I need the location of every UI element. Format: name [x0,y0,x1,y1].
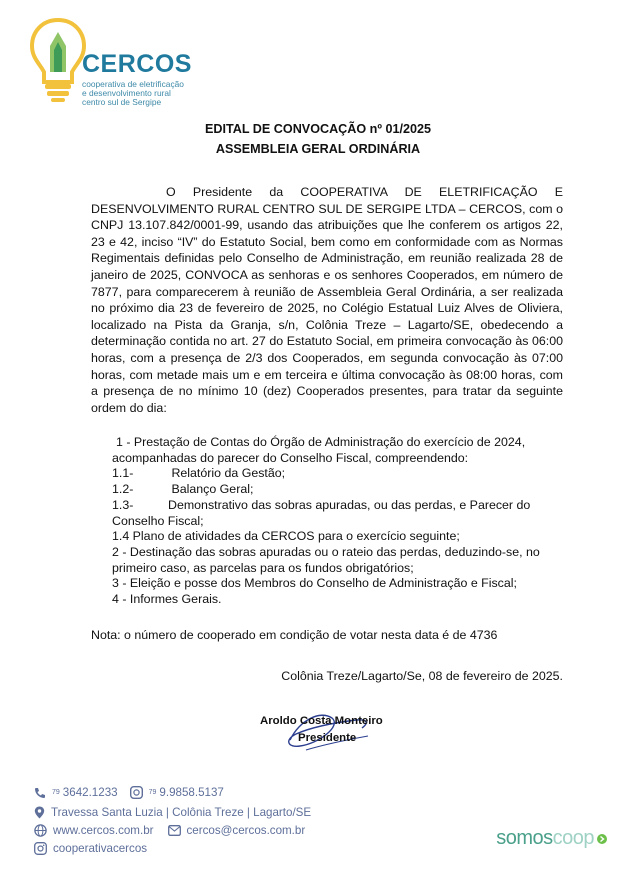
agenda-item-1: 1 - Prestação de Contas do Órgão de Administração do exercício de 2024, acompanhadas do parecer do Conselho Fiscal, compreendendo: [112,435,526,465]
document-title: EDITAL DE CONVOCAÇÃO nº 01/2025 [205,122,431,136]
tagline-line: cooperativa de eletrificação [82,79,184,89]
place-date: Colônia Treze/Lagarto/Se, 08 de fevereiro de 2025. [281,669,563,683]
subitem-text: Relatório da Gestão; [171,466,286,481]
subitem-text: Balanço Geral; [171,482,254,497]
whatsapp-number[interactable]: 9.9858.5137 [159,786,224,799]
agenda-item-1-4: 1.4 Plano de atividades da CERCOS para o exercício seguinte; [112,529,460,544]
agenda-subitem [112,498,564,529]
document-subtitle: ASSEMBLEIA GERAL ORDINÁRIA [215,142,421,156]
subitem-number: 1.2- [112,482,134,497]
contact-web [34,824,305,837]
somoscoop-logo [496,827,608,850]
subitem-number: 1.1- [112,466,134,481]
instagram-handle[interactable]: cooperativacercos [53,842,148,855]
agenda-subitem [112,482,564,498]
phone-icon [34,787,46,799]
contact-address [34,806,311,819]
globe-icon [34,824,47,837]
email-icon [168,825,181,836]
tagline-line: e desenvolvimento rural [82,88,171,98]
address-text: Travessa Santa Luzia | Colônia Treze | Lagarto/SE [51,806,312,819]
phone-number[interactable]: 3642.1233 [62,786,118,799]
instagram-icon [34,842,47,855]
voting-note: Nota: o número de cooperado em condição de votar nesta data é de 4736 [91,628,498,642]
tagline-line: centro sul de Sergipe [82,97,162,107]
cercos-logo [28,16,208,106]
agenda-subitem [112,466,564,482]
handwritten-signature [270,700,390,760]
somos-text: somos [496,827,553,849]
agenda-item-3: 3 - Eleição e posse dos Membros do Conselho de Administração e Fiscal; [112,576,517,591]
agenda-item-2: 2 - Destinação das sobras apuradas ou o rateio das perdas, deduzindo-se, no primeiro caso, as parcelas para os fundos obrigatórios; [112,544,540,575]
agenda-list [112,435,564,608]
paragraph-text: O Presidente da COOPERATIVA DE ELETRIFICAÇÃO E DESENVOLVIMENTO RURAL CENTRO SUL DE SERGIPE LTDA – CERCOS, com o CNPJ 13.107.842/0001-99, usando das atribuições que lhe conferem os artigos 22, 23 e 42, inciso “IV” do Estatuto Social, bem como em conformidade com as Normas Regimentais definidas pelo Conselho de Administração, em reunião realizada 28 de janeiro de 2025, CONVOCA as senhoras e os senhores Cooperados, em número de 7877, para comparecerem à reunião de Assembleia Geral Ordinária, a ser realizada no próximo dia 23 de fevereiro de 2025, no Colégio Estatual Luiz Alves de Oliviera, localizado na Pista da Granja, s/n, Colônia Treze – Lagarto/SE, obedecendo a determinação contida no art. 27 do Estatuto Social, em primeira convocação às 06:00 horas, com a presença de 2/3 dos Cooperados, em segunda convocação às 07:00 horas, com metade mais um e em terceira e última convocação às 08:00 horas, com a presença de no mínimo 10 (dez) Cooperados presentes, para tratar da seguinte ordem do dia: [91,185,563,415]
contact-instagram [34,842,147,855]
lightbulb-icon [28,16,88,106]
logo-name: CERCOS [82,50,192,78]
email-link[interactable]: cercos@cercos.com.br [186,824,306,837]
subitem-text: Demonstrativo das sobras apuradas, ou das perdas, e Parecer do Conselho Fiscal; [112,497,531,528]
arrow-mark-icon [596,833,608,845]
signatory-role: Presidente [298,732,357,744]
phone-area-code: 79 [52,789,60,796]
agenda-item-4: 4 - Informes Gerais. [112,592,222,607]
website-link[interactable]: www.cercos.com.br [53,824,154,837]
whatsapp-icon [130,786,143,799]
signatory-name: Aroldo Costa Monteiro [260,715,383,727]
coop-text: coop [552,827,594,849]
contact-phones [34,786,224,799]
location-pin-icon [34,806,45,819]
convocation-paragraph [91,184,563,416]
logo-tagline [82,80,222,107]
subitem-number: 1.3- [112,497,134,512]
whatsapp-area-code: 79 [148,789,157,796]
